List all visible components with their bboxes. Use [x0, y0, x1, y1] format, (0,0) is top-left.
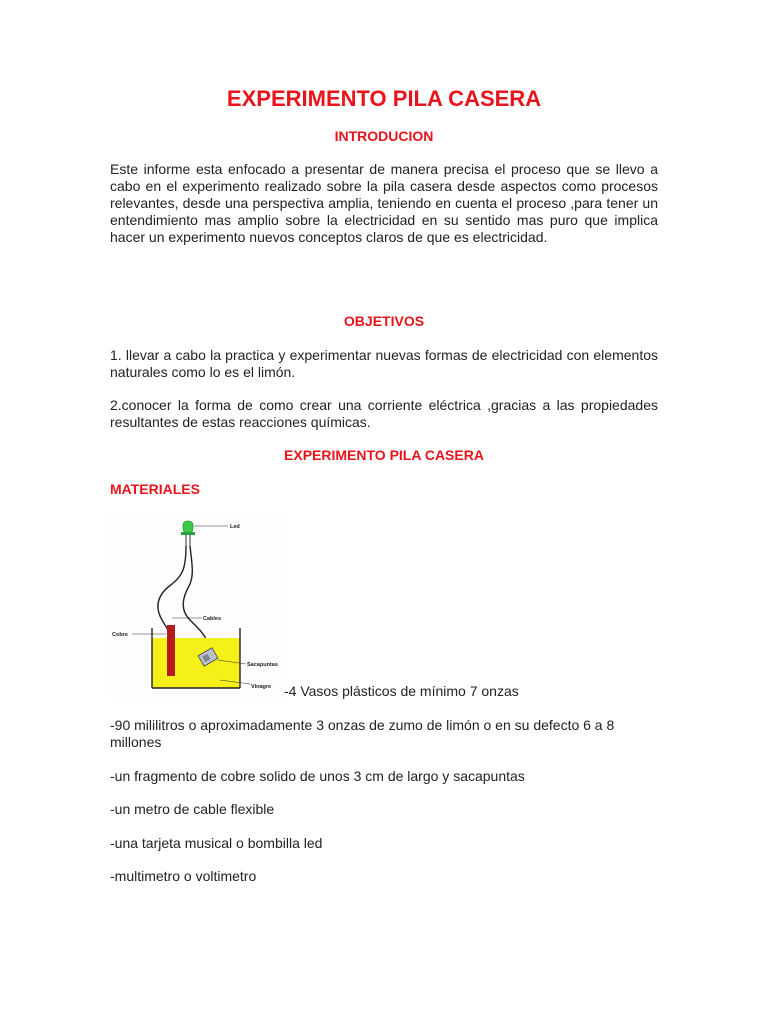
material-item-3: -un fragmento de cobre solido de unos 3 cm de largo y sacapuntas — [110, 768, 525, 784]
objetivo-item-1: 1. llevar a cabo la practica y experimentar nuevas formas de electricidad con elementos naturales como lo es el limón. — [110, 347, 658, 380]
copper-electrode — [167, 625, 175, 676]
material-item-4: -un metro de cable flexible — [110, 801, 275, 817]
experimento-heading: EXPERIMENTO PILA CASERA — [284, 447, 484, 463]
objetivos-heading: OBJETIVOS — [343, 313, 425, 329]
sacapuntas-label: Sacapuntas — [247, 662, 278, 668]
led-label: Led — [230, 524, 240, 530]
cables-label: Cables — [203, 616, 222, 622]
intro-heading: INTRODUCION — [334, 128, 434, 144]
material-item-6: -multimetro o voltimetro — [110, 868, 257, 884]
material-item-1: -4 Vasos plásticos de mínimo 7 onzas — [284, 683, 519, 699]
material-item-5: -una tarjeta musical o bombilla led — [110, 835, 323, 851]
document-title: EXPERIMENTO PILA CASERA — [226, 86, 542, 111]
cobre-label: Cobre — [112, 632, 128, 638]
objetivo-item-2: 2.conocer la forma de como crear una corriente eléctrica ,gracias a las propiedades resultantes de estas reacciones químicas. — [110, 397, 658, 430]
vinagre-label: Vinagre — [251, 684, 272, 690]
intro-paragraph: Este informe esta enfocado a presentar de manera precisa el proceso que se llevo a cabo en el experimento realizado sobre la pila casera desde aspectos como procesos relevantes, desde una perspectiva amplia, teniendo en cuenta el proceso ,para tener un entendimiento mas amplio sobre la electricidad en su sentido mas puro que implica hacer un experimento nuevos conceptos claros de que es electricidad. — [110, 161, 658, 245]
experiment-diagram — [110, 514, 284, 698]
materiales-heading: MATERIALES — [110, 481, 200, 497]
material-item-2: -90 mililitros o aproximadamente 3 onzas de zumo de limón o en su defecto 6 a 8 millones — [110, 717, 615, 750]
